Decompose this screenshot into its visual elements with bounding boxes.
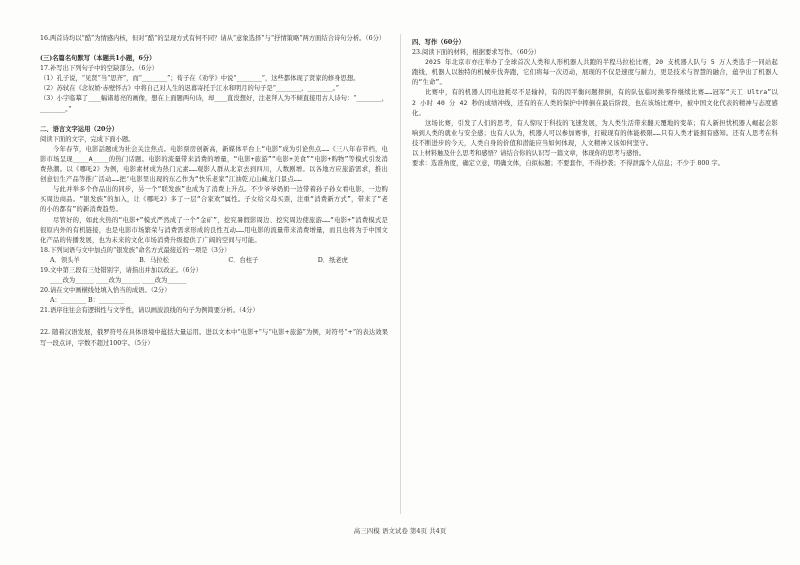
question-18: 18.下列词语与文中加点的“银发族”命名方式最接近的一项是（3分）	[40, 246, 231, 254]
question-18-options	[40, 256, 388, 266]
reading-intro: 阅读下面的文字，完成下面小题。	[40, 135, 135, 143]
passage-paragraph-1: 今年春节，电影話题成为社会关注焦点。电影票房创新高，新媒体平台上“电影”成为引论焦点……《三八年春节档，电影市场呈现____A____的热门话题。电影的流量带来消费的增量，“电影+旅游”“电影+美食”“电影+购物”等模式引发消费热潮。以《哪吒2》为例，电影素材成为热门元素……观影人群从北京去到四川，人数剧增。以各地方应旅游需求，推出创意衍生产品等推广活动……把‘电影里出现的东乙作为“快乐老家”江油乾元山藏龙门景点……	[40, 145, 388, 184]
essay-material-paragraph-1: 2025 年北京市亦庄举办了全球首次人类和人形机器人共跑的半程马拉松比赛，20 支机器人队与 5 万人类选手一同站起跑线，机器人以独特的机械步伐奔跑，它们将每一次迈动，展现的不仅是速度与耐力，更是技术与智慧的融合，蕴孕出了机器人的“生命”。	[412, 59, 778, 87]
left-column	[40, 34, 388, 349]
question-17-part-2: （2）苏轼在《念奴娇·赤壁怀古》中将自己对人生的迟暮寄托于江水和明月的句子是“________，________。”	[40, 85, 339, 93]
passage-paragraph-3: 尽管好的，如此火热的“电影+”模式严然成了一个“金矿”，挖究暑假影周边、挖究周边使旅游……“电影+”消费模式是很原内外的有机链接，也是电影市场繁荣与消费需求形成的良性互动……用电影的流量带来消费增量，而且也将为于中国文化产品的传播发展，也为未来的文化市场消费升级提供了广阔的空间与可能。	[40, 216, 388, 244]
question-19: 19.文中第三段有三处错别字，请指出并加以改正。（6分）	[40, 266, 202, 274]
right-column	[412, 34, 778, 169]
essay-material-paragraph-3: 这场比赛，引发了人们的思考，有人惊叹于科技的飞速发展，为人类生活带来翻天覆地的变革；有人新担忧机器人崛起会影响到人类的就业与安全感；也有人认为，机器人可以参加赛事，打破现有的体能极限……只有人类才能拥有感知。还有人思考在科技不断进步的今天，人类自身的价值和潜能应当如何体现，人文精神又该如何坚守。	[412, 119, 778, 147]
question-21: 21.语序往往会有逻辑性与文学性，请以画波浪线的句子为例简要分析。（4分）	[40, 307, 259, 315]
essay-requirements: 要求：选准角度，确定立意，明确文体，自拟标题；不要套作，不得抄袭；不得泄露个人信息；不少于 800 字。	[412, 160, 724, 168]
essay-prompt: 以上材料触及什么思考和感悟？请结合你的认识写一篇文章，体现你的思考与感悟。	[412, 150, 645, 158]
question-17-part-1: （1）孔子说，“见贤”当“思齐”，而“________”；荀子在《劝学》中说“________”，这些都体现了贤家的修身思想。	[40, 75, 360, 83]
passage-paragraph-2: 与此并举多个作品出的同步，另一个“联发族”也成为了消费上升点。不少爷爷奶奶一边带着孙子孙女看电影，一边购买周边商品。“银发族”的加入，让《哪吒2》多了一层“合家欢”属性。子女给父母买票，注重“消费新方式”，带来了“老的小的都有”的新消费趋势。	[40, 186, 388, 214]
question-17-part-3: （3）小宇临摹了____幅诸葛亮的画像，想在上面题两句诗，却____直没想好，注老拜人为不倾直接用古人诗句：“________，________。”	[40, 95, 388, 113]
section-4-title: 四、写作（60分）	[412, 39, 465, 46]
option-d: D．纸老虎	[317, 256, 348, 264]
section-2-title: 二、语言文字运用（20分）	[40, 125, 119, 133]
option-c: C．台柱子	[228, 256, 259, 264]
question-20: 20.请在文中画横线处填入恰当的成语。（2分）	[40, 287, 171, 295]
question-23: 23.阅读下面的材料，根据要求写作。（60分）	[412, 49, 541, 57]
question-16: 16.两首诗均以“酷”为情感内核，但对“酷”的呈现方式有何不同？请从“意象选择”与“抒情策略”两方面结合诗句分析。（6分）	[40, 35, 386, 42]
section-3-title: (三)名篇名句默写（本题共1小题，6分）	[40, 55, 156, 63]
question-22: 22. 随着汉语发展，俄罗符号在具体语境中蕴括大量运用。进以文本中“电影+”与“电影+旅游”为例，对符号“+”的表达效果写一段点评，字数不超过100字。（5分）	[40, 329, 388, 347]
option-a: A．领头羊	[50, 256, 80, 264]
page-footer: 高三四模 语文试卷 第4页 共4页	[353, 527, 447, 535]
essay-material-paragraph-2: 比赛中，有的机器人因电池耗尽不足输掉，有的因平衡问题摔倒，有的队伍临时换零件继续比赛……冠军“天工 Ultra”以 2 小时 40 分 42 秒的成绩冲线，还有的在人类的保护中摔倒在最后阶段，也在该场比赛中，被中国文化代表的精神与态度感化。	[412, 89, 778, 117]
option-b: B．马拉松	[139, 256, 169, 264]
column-divider	[400, 34, 401, 514]
question-19-answer-line: ____改为______ ____改为______ ____改为______	[50, 277, 187, 285]
question-20-answer-line: A：________ B：________	[50, 297, 125, 305]
question-17: 17.补写出下列句子中的空缺部分。（6分）	[40, 65, 158, 73]
